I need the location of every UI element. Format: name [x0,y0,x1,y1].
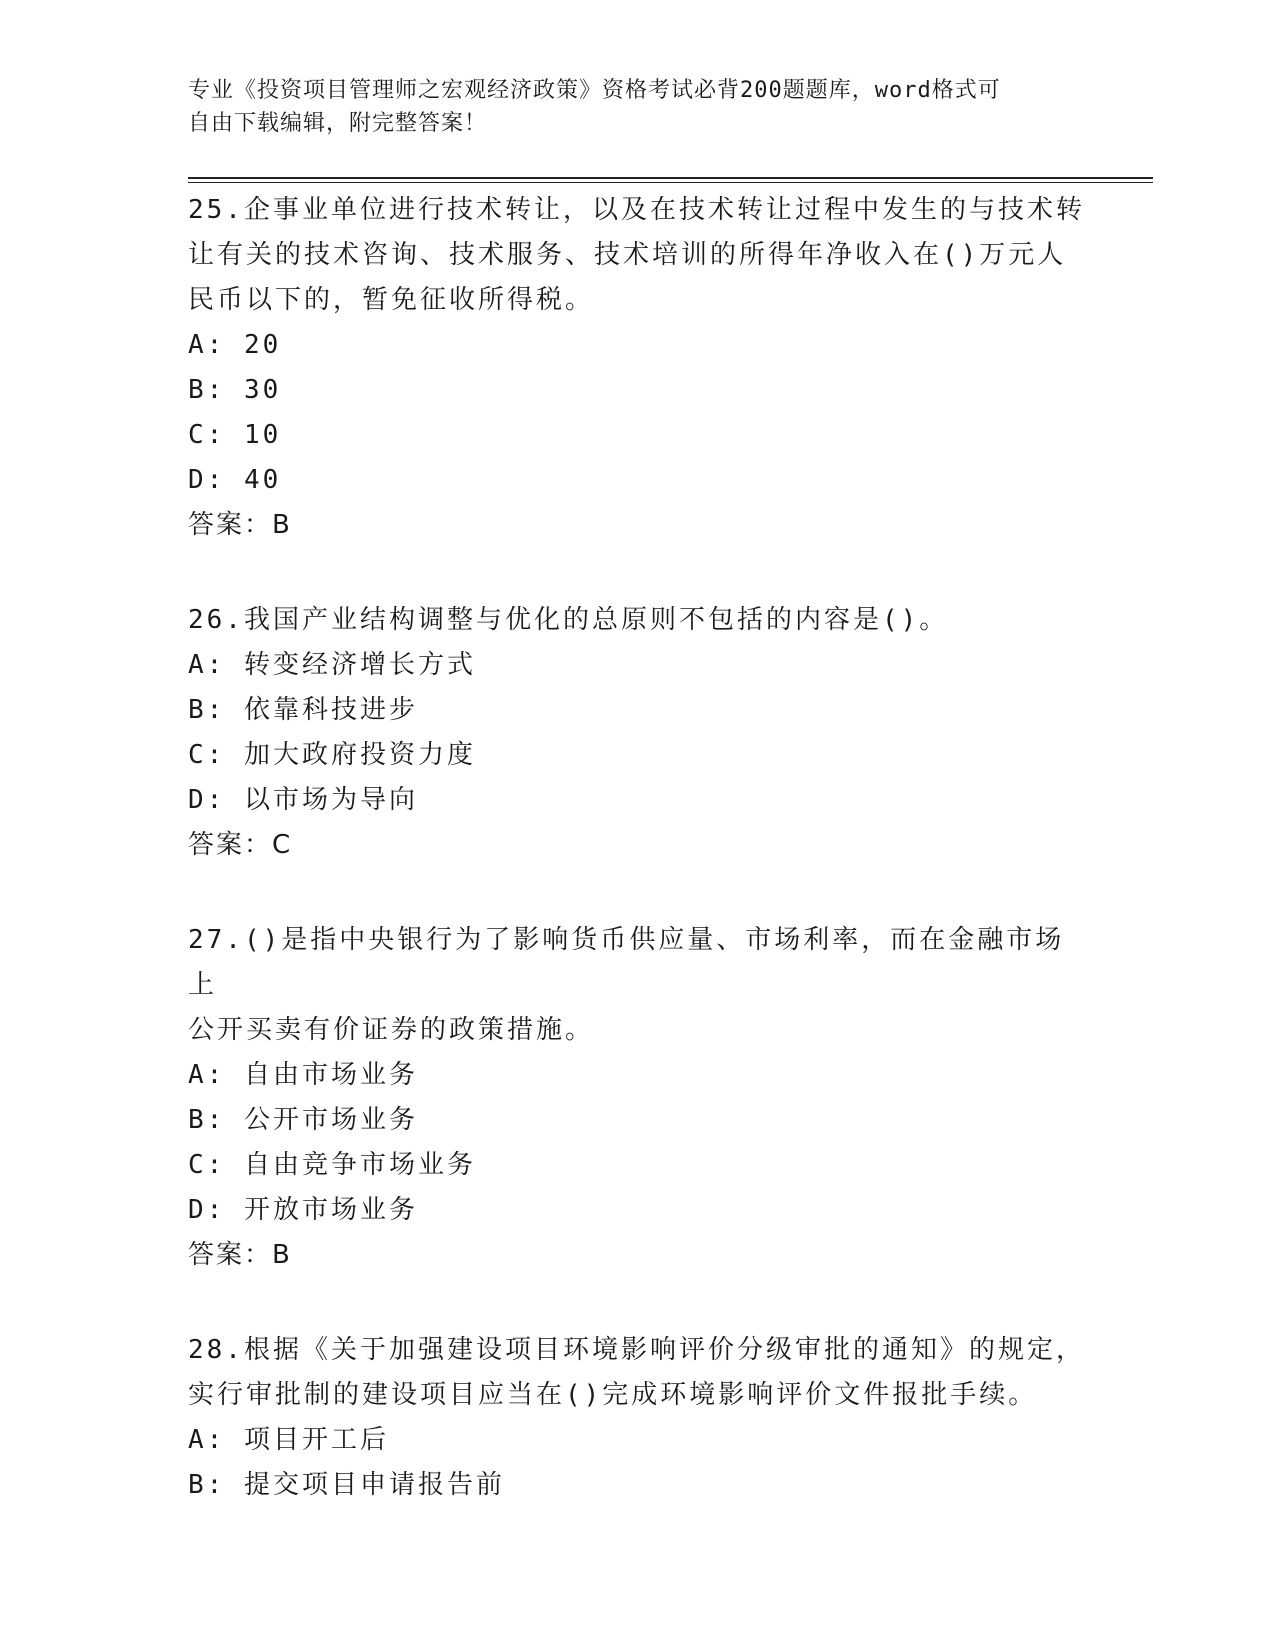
question-27 [188,918,1088,1278]
answer-line: 答案：B [188,1240,292,1270]
option-a: A: 自由市场业务 [188,1060,418,1090]
header-divider [188,177,1153,183]
question-28 [188,1328,1088,1508]
option-b: B: 公开市场业务 [188,1105,418,1135]
option-a: A: 转变经济增长方式 [188,650,476,680]
question-25 [188,188,1088,548]
question-text: 公开买卖有价证券的政策措施。 [188,1015,595,1045]
question-text: 民币以下的，暂免征收所得税。 [188,285,595,315]
option-c: C: 10 [188,420,282,450]
option-c: C: 加大政府投资力度 [188,740,476,770]
option-d: D: 40 [188,465,282,495]
header-line-1: 专业《投资项目管理师之宏观经济政策》资格考试必背200题题库，word格式可 [188,78,1001,103]
question-26 [188,598,1088,868]
option-b: B: 提交项目申请报告前 [188,1470,505,1500]
question-text: 28.根据《关于加强建设项目环境影响评价分级审批的通知》的规定， [188,1335,1085,1365]
option-b: B: 依靠科技进步 [188,695,418,725]
question-text: 27.()是指中央银行为了影响货币供应量、市场利率，而在金融市场上 [188,925,1065,1000]
option-c: C: 自由竞争市场业务 [188,1150,476,1180]
header-line-2: 自由下载编辑，附完整答案！ [188,111,488,136]
option-d: D: 开放市场业务 [188,1195,418,1225]
answer-line: 答案：B [188,510,292,540]
question-text: 26.我国产业结构调整与优化的总原则不包括的内容是()。 [188,605,949,635]
document-header [188,74,1068,140]
spacer [188,1278,1088,1328]
question-text: 让有关的技术咨询、技术服务、技术培训的所得年净收入在()万元人 [188,240,1067,270]
option-a: A: 项目开工后 [188,1425,389,1455]
answer-line: 答案：C [188,830,293,860]
question-text: 25.企事业单位进行技术转让，以及在技术转让过程中发生的与技术转 [188,195,1085,225]
option-b: B: 30 [188,375,282,405]
question-list [188,188,1088,1508]
option-a: A: 20 [188,330,282,360]
spacer [188,548,1088,598]
spacer [188,868,1088,918]
option-d: D: 以市场为导向 [188,785,418,815]
question-text: 实行审批制的建设项目应当在()完成环境影响评价文件报批手续。 [188,1380,1038,1410]
